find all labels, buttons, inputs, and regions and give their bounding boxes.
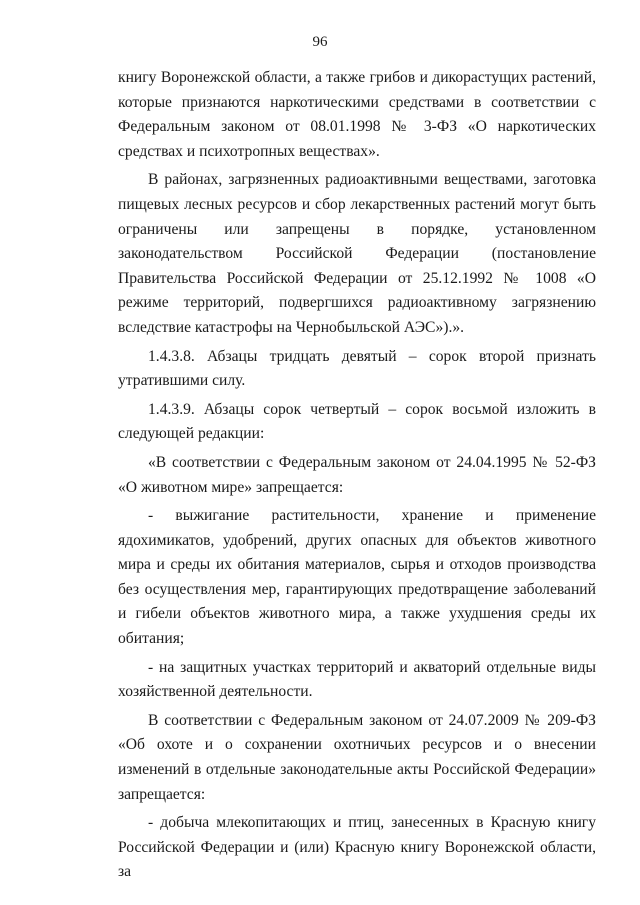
list-item-protected-areas: - на защитных участках территорий и акваторий отдельные виды хозяйственной деятельности. bbox=[118, 658, 596, 701]
paragraph-continuation: книгу Воронежской области, а также грибов и дикорастущих растений, которые признаются наркотическими средствами в соответствии с Федеральным законом от 08.01.1998 № 3-ФЗ «О наркотических средствах и психотропных веществах». bbox=[118, 69, 596, 160]
paragraph-1-4-3-9: 1.4.3.9. Абзацы сорок четвертый – сорок восьмой изложить в следующей редакции: bbox=[118, 400, 596, 443]
document-body bbox=[118, 66, 596, 889]
list-item-burning-vegetation: - выжигание растительности, хранение и применение ядохимикатов, удобрений, других опасных для объектов животного мира и среды их обитания материалов, сырья и отходов производства без осуществления мер, гарантирующих предотвращение заболеваний и гибели объектов животного мира, а также ухудшения среды их обитания; bbox=[118, 507, 596, 648]
list-item-red-book-species: - добыча млекопитающих и птиц, занесенных в Красную книгу Российской Федерации и (или) Красную книгу Воронежской области, за bbox=[118, 814, 596, 881]
paragraph-hunting-law: В соответствии с Федеральным законом от 24.07.2009 № 209-ФЗ «Об охоте и о сохранении охотничьих ресурсов и о внесении изменений в отдельные законодательные акты Российской Федерации» запрещается: bbox=[118, 711, 596, 803]
paragraph-1-4-3-8: 1.4.3.8. Абзацы тридцать девятый – сорок второй признать утратившими силу. bbox=[118, 347, 596, 390]
page-number: 96 bbox=[312, 34, 328, 50]
paragraph-radioactive-areas: В районах, загрязненных радиоактивными веществами, заготовка пищевых лесных ресурсов и сбор лекарственных растений могут быть ограничены или запрещены в порядке, установленном законодательством Российской Федерации (постановление Правительства Российской Федерации от 25.12.1992 № 1008 «О режиме территорий, подвергшихся радиоактивному загрязнению вследствие катастрофы на Чернобыльской АЭС»).». bbox=[118, 171, 596, 336]
paragraph-animal-world-law: «В соответствии с Федеральным законом от 24.04.1995 № 52-ФЗ «О животном мире» запрещается: bbox=[118, 453, 596, 496]
